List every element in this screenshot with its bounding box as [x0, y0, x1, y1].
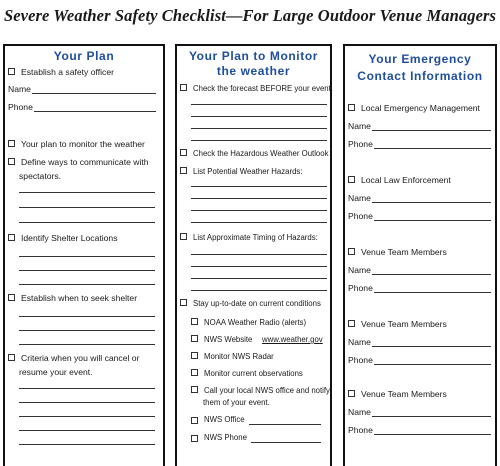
blank-line[interactable] [191, 290, 327, 291]
checkbox-icon[interactable] [348, 248, 355, 255]
checklist-item-criteria[interactable]: Criteria when you will cancel or [8, 352, 139, 364]
blank-line[interactable] [191, 140, 327, 141]
blank-line[interactable] [191, 278, 327, 279]
blank-line[interactable] [191, 266, 327, 267]
blank-line[interactable] [19, 402, 155, 403]
checklist-item-shelter[interactable]: Identify Shelter Locations [8, 232, 118, 244]
blank-line[interactable] [191, 210, 327, 211]
checkbox-icon[interactable] [348, 320, 355, 327]
checkbox-icon[interactable] [180, 149, 187, 156]
checklist-item-criteria-cont: resume your event. [19, 367, 93, 377]
checkbox-icon[interactable] [191, 417, 198, 424]
contact-phone-field[interactable]: Phone [348, 355, 491, 365]
blank-line[interactable] [19, 270, 155, 271]
officer-phone-field[interactable]: Phone [8, 102, 156, 112]
contact-name-field[interactable]: Name [348, 121, 491, 131]
contact-section-law-enforcement[interactable]: Local Law Enforcement [348, 174, 451, 186]
blank-line[interactable] [19, 222, 155, 223]
blank-line[interactable] [19, 330, 155, 331]
checkbox-icon[interactable] [180, 84, 187, 91]
contact-name-field[interactable]: Name [348, 337, 491, 347]
checklist-item-officer[interactable]: Establish a safety officer [8, 66, 114, 78]
checklist-item-monitor[interactable]: Your plan to monitor the weather [8, 138, 145, 150]
emergency-contacts-heading: Your Emergency Contact Information [357, 52, 483, 83]
checkbox-icon[interactable] [8, 158, 15, 165]
blank-line[interactable] [19, 388, 155, 389]
checkbox-icon[interactable] [348, 390, 355, 397]
checkbox-icon[interactable] [191, 435, 198, 442]
checklist-item-define[interactable]: Define ways to communicate with [8, 156, 149, 168]
blank-line[interactable] [19, 207, 155, 208]
blank-line[interactable] [19, 284, 155, 285]
checkbox-icon[interactable] [8, 140, 15, 147]
checkbox-icon[interactable] [191, 369, 198, 376]
sub-item-call-nws[interactable]: Call your local NWS office and notify [191, 385, 330, 396]
contact-name-field[interactable]: Name [348, 193, 491, 203]
checkbox-icon[interactable] [8, 294, 15, 301]
blank-line[interactable] [191, 104, 327, 105]
contact-phone-field[interactable]: Phone [348, 425, 491, 435]
checklist-item-seek-shelter[interactable]: Establish when to seek shelter [8, 292, 137, 304]
checkbox-icon[interactable] [191, 386, 198, 393]
blank-line[interactable] [19, 192, 155, 193]
sub-item-nws-radar[interactable]: Monitor NWS Radar [191, 351, 274, 362]
blank-line[interactable] [191, 198, 327, 199]
contact-section-emergency-mgmt[interactable]: Local Emergency Management [348, 102, 480, 114]
checkbox-icon[interactable] [180, 167, 187, 174]
contact-phone-field[interactable]: Phone [348, 139, 491, 149]
checklist-item-hazards[interactable]: List Potential Weather Hazards: [180, 166, 303, 177]
contact-name-field[interactable]: Name [348, 407, 491, 417]
checklist-item-timing[interactable]: List Approximate Timing of Hazards: [180, 232, 318, 243]
contact-section-venue-team-3[interactable]: Venue Team Members [348, 388, 447, 400]
contact-phone-field[interactable]: Phone [348, 283, 491, 293]
contact-section-venue-team-1[interactable]: Venue Team Members [348, 246, 447, 258]
contact-name-field[interactable]: Name [348, 265, 491, 275]
sub-item-weather-radio[interactable]: NOAA Weather Radio (alerts) [191, 317, 306, 328]
checkbox-icon[interactable] [180, 299, 187, 306]
blank-line[interactable] [191, 222, 327, 223]
checklist-item-forecast[interactable]: Check the forecast BEFORE your event. [180, 83, 333, 94]
blank-line[interactable] [19, 444, 155, 445]
monitor-weather-panel [175, 44, 332, 466]
nws-phone-field[interactable]: NWS Phone [191, 432, 321, 443]
checkbox-icon[interactable] [8, 68, 15, 75]
sub-item-observations[interactable]: Monitor current observations [191, 368, 303, 379]
checkbox-icon[interactable] [8, 234, 15, 241]
your-plan-heading: Your Plan [53, 49, 115, 63]
page-title: Severe Weather Safety Checklist—For Large Outdoor Venue Managers [3, 6, 497, 25]
blank-line[interactable] [191, 128, 327, 129]
checklist-item-define-cont: spectators. [19, 171, 62, 181]
blank-line[interactable] [191, 116, 327, 117]
monitor-weather-heading: Your Plan to Monitor the weather [188, 49, 319, 78]
checklist-item-hwo[interactable]: Check the Hazardous Weather Outlook [180, 148, 329, 159]
sub-item-call-nws-cont: them of your event. [203, 398, 270, 407]
checkbox-icon[interactable] [191, 352, 198, 359]
blank-line[interactable] [191, 186, 327, 187]
checkbox-icon[interactable] [191, 318, 198, 325]
blank-line[interactable] [19, 430, 155, 431]
nws-website-link[interactable]: www.weather.gov [262, 335, 323, 344]
your-plan-panel [3, 44, 165, 466]
sub-item-nws-website[interactable]: NWS Website [191, 334, 252, 345]
nws-office-field[interactable]: NWS Office [191, 414, 321, 425]
checkbox-icon[interactable] [348, 176, 355, 183]
checkbox-icon[interactable] [191, 335, 198, 342]
emergency-contacts-panel [343, 44, 497, 466]
blank-line[interactable] [191, 254, 327, 255]
checkbox-icon[interactable] [180, 233, 187, 240]
checklist-item-stay-updated[interactable]: Stay up-to-date on current conditions [180, 298, 321, 309]
contact-section-venue-team-2[interactable]: Venue Team Members [348, 318, 447, 330]
blank-line[interactable] [19, 416, 155, 417]
checkbox-icon[interactable] [8, 354, 15, 361]
checkbox-icon[interactable] [348, 104, 355, 111]
contact-phone-field[interactable]: Phone [348, 211, 491, 221]
officer-name-field[interactable]: Name [8, 84, 156, 94]
blank-line[interactable] [19, 316, 155, 317]
blank-line[interactable] [19, 344, 155, 345]
blank-line[interactable] [19, 256, 155, 257]
